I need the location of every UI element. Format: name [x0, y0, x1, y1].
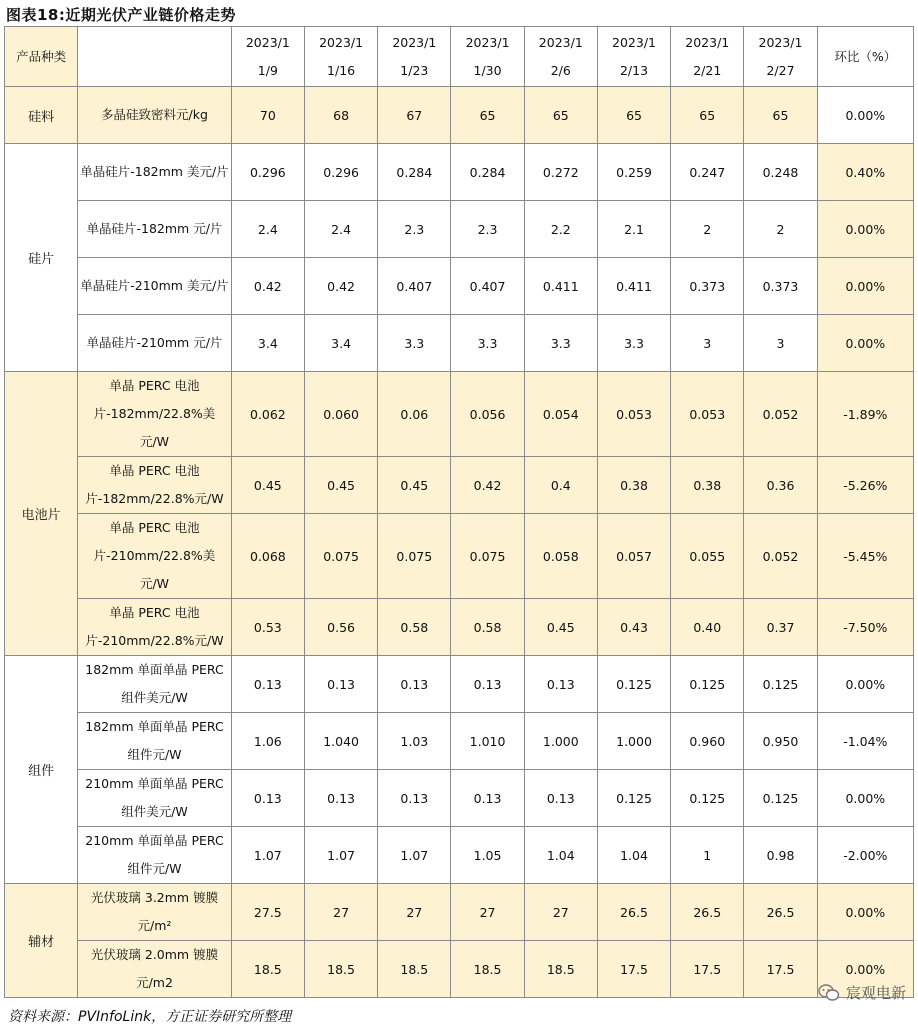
- price-cell: 0.42: [231, 258, 304, 315]
- table-row: [5, 884, 914, 941]
- price-cell: 2.4: [304, 201, 377, 258]
- price-cell: 3.4: [304, 315, 377, 372]
- price-cell: 17.5: [597, 941, 670, 998]
- change-cell: -1.89%: [817, 372, 913, 457]
- table-body: [5, 87, 914, 998]
- category-cell: 组件: [5, 656, 78, 884]
- table-row: [5, 599, 914, 656]
- price-cell: 27: [304, 884, 377, 941]
- price-cell: 3: [744, 315, 817, 372]
- price-cell: 0.98: [744, 827, 817, 884]
- change-cell: -1.04%: [817, 713, 913, 770]
- price-cell: 3.4: [231, 315, 304, 372]
- header-date: 2023/1 2/27: [744, 27, 817, 87]
- header-date: 2023/1 1/23: [378, 27, 451, 87]
- price-cell: 0.125: [671, 656, 744, 713]
- figure-title: 图表18:近期光伏产业链价格走势: [6, 6, 236, 24]
- watermark: [818, 982, 906, 1003]
- price-cell: 0.248: [744, 144, 817, 201]
- price-cell: 0.411: [524, 258, 597, 315]
- price-cell: 68: [304, 87, 377, 144]
- product-name-cell: 182mm 单面单晶 PERC 组件元/W: [78, 713, 232, 770]
- price-cell: 0.13: [378, 656, 451, 713]
- price-cell: 1.000: [597, 713, 670, 770]
- price-cell: 1.010: [451, 713, 524, 770]
- price-cell: 0.055: [671, 514, 744, 599]
- price-cell: 0.052: [744, 372, 817, 457]
- price-cell: 2.3: [378, 201, 451, 258]
- price-cell: 2.1: [597, 201, 670, 258]
- price-cell: 0.296: [304, 144, 377, 201]
- product-name-cell: 单晶 PERC 电池片-210mm/22.8%美元/W: [78, 514, 232, 599]
- price-cell: 2.4: [231, 201, 304, 258]
- price-cell: 0.060: [304, 372, 377, 457]
- price-cell: 0.58: [378, 599, 451, 656]
- price-cell: 26.5: [671, 884, 744, 941]
- price-cell: 1: [671, 827, 744, 884]
- price-cell: 0.296: [231, 144, 304, 201]
- change-cell: 0.00%: [817, 315, 913, 372]
- product-name-cell: 光伏玻璃 3.2mm 镀膜元/m²: [78, 884, 232, 941]
- price-cell: 0.058: [524, 514, 597, 599]
- header-category: 产品种类: [5, 27, 78, 87]
- price-cell: 27: [524, 884, 597, 941]
- price-cell: 1.03: [378, 713, 451, 770]
- price-cell: 17.5: [671, 941, 744, 998]
- price-cell: 0.052: [744, 514, 817, 599]
- header-date: 2023/1 2/13: [597, 27, 670, 87]
- price-cell: 1.04: [524, 827, 597, 884]
- price-cell: 0.125: [744, 656, 817, 713]
- price-cell: 0.407: [378, 258, 451, 315]
- price-cell: 3.3: [451, 315, 524, 372]
- product-name-cell: 210mm 单面单晶 PERC 组件元/W: [78, 827, 232, 884]
- product-name-cell: 单晶 PERC 电池片-182mm/22.8%美元/W: [78, 372, 232, 457]
- price-cell: 1.000: [524, 713, 597, 770]
- product-name-cell: 单晶硅片-182mm 元/片: [78, 201, 232, 258]
- price-cell: 1.040: [304, 713, 377, 770]
- price-cell: 0.45: [231, 457, 304, 514]
- table-row: [5, 372, 914, 457]
- price-cell: 0.259: [597, 144, 670, 201]
- category-cell: 电池片: [5, 372, 78, 656]
- price-cell: 0.950: [744, 713, 817, 770]
- price-cell: 0.13: [451, 770, 524, 827]
- price-cell: 3.3: [524, 315, 597, 372]
- price-cell: 0.373: [744, 258, 817, 315]
- price-cell: 0.057: [597, 514, 670, 599]
- change-cell: -7.50%: [817, 599, 913, 656]
- price-cell: 27.5: [231, 884, 304, 941]
- price-cell: 0.125: [744, 770, 817, 827]
- price-cell: 2: [744, 201, 817, 258]
- price-cell: 65: [524, 87, 597, 144]
- price-cell: 65: [597, 87, 670, 144]
- price-cell: 0.960: [671, 713, 744, 770]
- price-cell: 0.45: [524, 599, 597, 656]
- price-cell: 0.272: [524, 144, 597, 201]
- price-cell: 26.5: [744, 884, 817, 941]
- product-name-cell: 210mm 单面单晶 PERC 组件美元/W: [78, 770, 232, 827]
- table-row: [5, 941, 914, 998]
- price-cell: 67: [378, 87, 451, 144]
- price-cell: 0.056: [451, 372, 524, 457]
- price-cell: 0.053: [671, 372, 744, 457]
- price-cell: 27: [378, 884, 451, 941]
- product-name-cell: 单晶 PERC 电池片-210mm/22.8%元/W: [78, 599, 232, 656]
- source-note: 资料来源：PVInfoLink，方正证券研究所整理: [8, 1009, 292, 1025]
- price-cell: 0.56: [304, 599, 377, 656]
- price-cell: 17.5: [744, 941, 817, 998]
- change-cell: 0.00%: [817, 884, 913, 941]
- price-cell: 2.3: [451, 201, 524, 258]
- price-cell: 3: [671, 315, 744, 372]
- price-cell: 1.06: [231, 713, 304, 770]
- price-cell: 0.37: [744, 599, 817, 656]
- table-row: [5, 315, 914, 372]
- price-table: [4, 26, 914, 998]
- change-cell: 0.00%: [817, 770, 913, 827]
- price-cell: 0.42: [304, 258, 377, 315]
- price-cell: 0.06: [378, 372, 451, 457]
- price-cell: 18.5: [378, 941, 451, 998]
- price-cell: 0.38: [671, 457, 744, 514]
- price-cell: 65: [744, 87, 817, 144]
- price-cell: 65: [671, 87, 744, 144]
- change-cell: -5.45%: [817, 514, 913, 599]
- price-cell: 0.284: [451, 144, 524, 201]
- price-cell: 0.054: [524, 372, 597, 457]
- price-cell: 70: [231, 87, 304, 144]
- table-row: [5, 201, 914, 258]
- header-date: 2023/1 1/16: [304, 27, 377, 87]
- price-cell: 27: [451, 884, 524, 941]
- price-cell: 0.125: [597, 770, 670, 827]
- price-cell: 0.36: [744, 457, 817, 514]
- change-cell: -2.00%: [817, 827, 913, 884]
- price-cell: 0.053: [597, 372, 670, 457]
- price-cell: 0.247: [671, 144, 744, 201]
- change-cell: 0.00%: [817, 656, 913, 713]
- price-cell: 0.13: [231, 656, 304, 713]
- table-row: [5, 827, 914, 884]
- price-cell: 0.13: [524, 770, 597, 827]
- price-cell: 0.4: [524, 457, 597, 514]
- table-row: [5, 514, 914, 599]
- header-date: 2023/1 1/9: [231, 27, 304, 87]
- price-cell: 0.42: [451, 457, 524, 514]
- price-cell: 2: [671, 201, 744, 258]
- table-row: [5, 656, 914, 713]
- price-cell: 18.5: [524, 941, 597, 998]
- product-name-cell: 多晶硅致密料元/kg: [78, 87, 232, 144]
- price-cell: 0.284: [378, 144, 451, 201]
- price-cell: 0.58: [451, 599, 524, 656]
- change-cell: 0.00%: [817, 258, 913, 315]
- price-cell: 1.05: [451, 827, 524, 884]
- category-cell: 辅材: [5, 884, 78, 998]
- product-name-cell: 182mm 单面单晶 PERC 组件美元/W: [78, 656, 232, 713]
- price-cell: 0.075: [378, 514, 451, 599]
- header-change: 环比（%）: [817, 27, 913, 87]
- price-cell: 3.3: [597, 315, 670, 372]
- price-cell: 0.13: [451, 656, 524, 713]
- price-cell: 0.53: [231, 599, 304, 656]
- price-cell: 1.07: [378, 827, 451, 884]
- product-name-cell: 单晶 PERC 电池片-182mm/22.8%元/W: [78, 457, 232, 514]
- price-cell: 1.07: [231, 827, 304, 884]
- table-row: [5, 87, 914, 144]
- change-cell: 0.00%: [817, 201, 913, 258]
- header-date: 2023/1 2/21: [671, 27, 744, 87]
- price-cell: 3.3: [378, 315, 451, 372]
- product-name-cell: 光伏玻璃 2.0mm 镀膜元/m2: [78, 941, 232, 998]
- price-cell: 0.411: [597, 258, 670, 315]
- price-cell: 1.07: [304, 827, 377, 884]
- table-row: [5, 144, 914, 201]
- header-date: 2023/1 1/30: [451, 27, 524, 87]
- price-cell: 65: [451, 87, 524, 144]
- price-cell: 0.38: [597, 457, 670, 514]
- price-cell: 0.373: [671, 258, 744, 315]
- price-cell: 18.5: [451, 941, 524, 998]
- price-cell: 0.13: [231, 770, 304, 827]
- price-cell: 18.5: [304, 941, 377, 998]
- price-cell: 0.45: [304, 457, 377, 514]
- table-row: [5, 770, 914, 827]
- header-blank: [78, 27, 232, 87]
- table-row: [5, 457, 914, 514]
- price-cell: 0.13: [304, 770, 377, 827]
- price-cell: 0.062: [231, 372, 304, 457]
- product-name-cell: 单晶硅片-210mm 元/片: [78, 315, 232, 372]
- change-cell: 0.00%: [817, 941, 913, 998]
- price-cell: 1.04: [597, 827, 670, 884]
- price-cell: 0.075: [304, 514, 377, 599]
- product-name-cell: 单晶硅片-210mm 美元/片: [78, 258, 232, 315]
- price-cell: 0.125: [671, 770, 744, 827]
- table-row: [5, 713, 914, 770]
- wechat-icon: [818, 984, 840, 1002]
- change-cell: 0.00%: [817, 87, 913, 144]
- price-cell: 18.5: [231, 941, 304, 998]
- price-cell: 0.13: [378, 770, 451, 827]
- category-cell: 硅料: [5, 87, 78, 144]
- price-cell: 0.407: [451, 258, 524, 315]
- category-cell: 硅片: [5, 144, 78, 372]
- price-cell: 0.075: [451, 514, 524, 599]
- price-cell: 0.068: [231, 514, 304, 599]
- price-cell: 0.40: [671, 599, 744, 656]
- watermark-text: 宸观电新: [845, 984, 906, 1002]
- price-cell: 26.5: [597, 884, 670, 941]
- price-cell: 0.43: [597, 599, 670, 656]
- price-cell: 0.125: [597, 656, 670, 713]
- header-row: [5, 27, 914, 87]
- price-cell: 0.13: [524, 656, 597, 713]
- price-cell: 0.13: [304, 656, 377, 713]
- price-cell: 2.2: [524, 201, 597, 258]
- header-date: 2023/1 2/6: [524, 27, 597, 87]
- change-cell: 0.40%: [817, 144, 913, 201]
- price-cell: 0.45: [378, 457, 451, 514]
- product-name-cell: 单晶硅片-182mm 美元/片: [78, 144, 232, 201]
- change-cell: -5.26%: [817, 457, 913, 514]
- table-row: [5, 258, 914, 315]
